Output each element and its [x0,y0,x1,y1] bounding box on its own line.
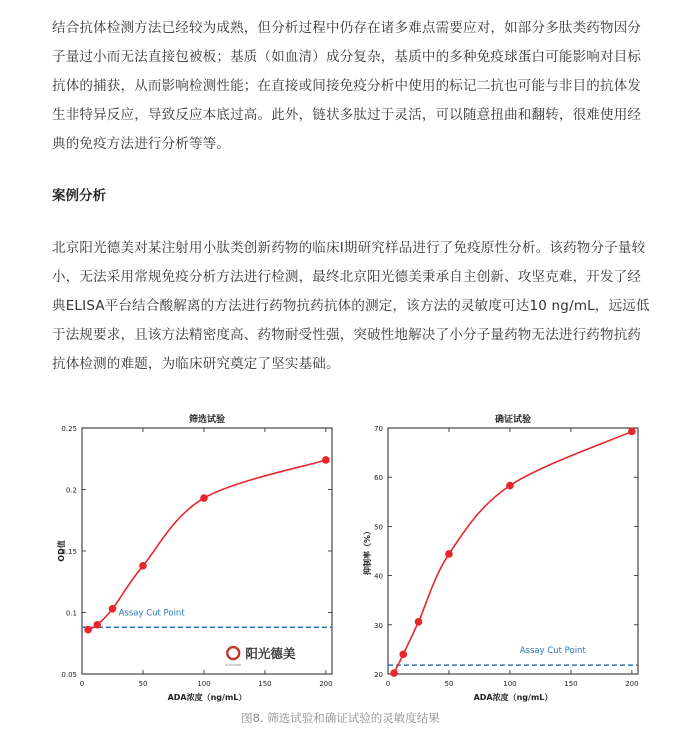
screening-chart-svg [34,408,340,704]
intro-paragraph: 结合抗体检测方法已经较为成熟，但分析过程中仍存在诸多难点需要应对，如部分多肽类药物因分子量过小而无法直接包被板；基质（如血清）成分复杂，基质中的多种免疫球蛋白可能影响对目标抗体的捕获，从而影响检测性能；在直接或间接免疫分析中使用的标记二抗也可能与非目的抗体发生非特异反应，导致反应本底过高。此外，链状多肽过于灵活，可以随意扭曲和翻转，很难使用经典的免疫方法进行分析等等。 [52,20,642,152]
data-point [506,482,514,490]
data-point [390,669,398,677]
data-point [415,618,423,626]
x-axis-label: ADA浓度（ng/mL） [473,693,553,702]
y-axis-label: OD值 [57,540,66,562]
x-axis-label: ADA浓度（ng/mL） [167,693,247,702]
y-tick-label: 0.1 [65,609,77,618]
y-tick-label: 70 [374,425,383,433]
y-axis-label: 抑制率（%） [363,526,372,576]
logo-text: 阳光德美 [245,646,296,662]
x-tick-label: 200 [625,680,639,688]
data-point [139,562,147,570]
y-tick-label: 0.15 [61,548,77,556]
y-tick-label: 0.25 [61,425,77,433]
data-point [445,550,453,558]
x-tick-label: 50 [444,680,454,688]
data-point [93,621,101,629]
x-tick-label: 150 [564,680,578,688]
figure-caption: 图8. 筛选试验和确证试验的灵敏度结果 [241,711,440,725]
x-tick-label: 200 [319,680,333,688]
data-point [84,626,92,634]
y-tick-label: 0.05 [61,671,77,679]
cut-point-label: Assay Cut Point [519,646,586,657]
data-point [109,605,117,613]
plot-frame [388,428,638,674]
plot-frame [82,428,332,674]
y-tick-label: 0.2 [65,486,77,495]
y-tick-label: 30 [374,621,383,630]
chart-title: 筛选试验 [188,415,226,425]
section-heading: 案例分析 [52,188,106,204]
chart-title: 确证试验 [494,415,532,425]
confirmatory-chart [340,408,646,708]
y-tick-label: 40 [374,572,383,581]
y-tick-label: 60 [374,474,383,483]
cut-point-label: Assay Cut Point [118,608,185,619]
x-tick-label: 0 [79,680,85,688]
x-tick-label: 50 [138,680,148,688]
y-tick-label: 50 [374,523,383,532]
data-point [322,456,330,464]
x-tick-label: 150 [258,680,272,688]
x-tick-label: 100 [503,680,517,688]
screening-chart [34,408,340,708]
x-tick-label: 0 [385,680,391,688]
data-point [399,651,407,659]
logo-small-text: SUNSHINE [225,663,241,668]
y-tick-label: 20 [374,671,383,679]
data-point [628,428,636,436]
confirmatory-chart-svg [340,408,646,704]
x-tick-label: 100 [197,680,211,688]
data-point [200,494,208,502]
case-paragraph: 北京阳光德美对某注射用小肽类创新药物的临床I期研究样品进行了免疫原性分析。该药物分子量较小，无法采用常规免疫分析方法进行检测，最终北京阳光德美秉承自主创新、攻坚克难，开发了经典ELISA平台结合酸解离的方法进行药物抗药抗体的测定，该方法的灵敏度可达10 ng/mL，远远低于法规要求，且该方法精密度高、药物耐受性强，突破性地解决了小分子量药物无法进行药物抗药抗体检测的难题，为临床研究奠定了坚实基础。 [52,240,650,372]
